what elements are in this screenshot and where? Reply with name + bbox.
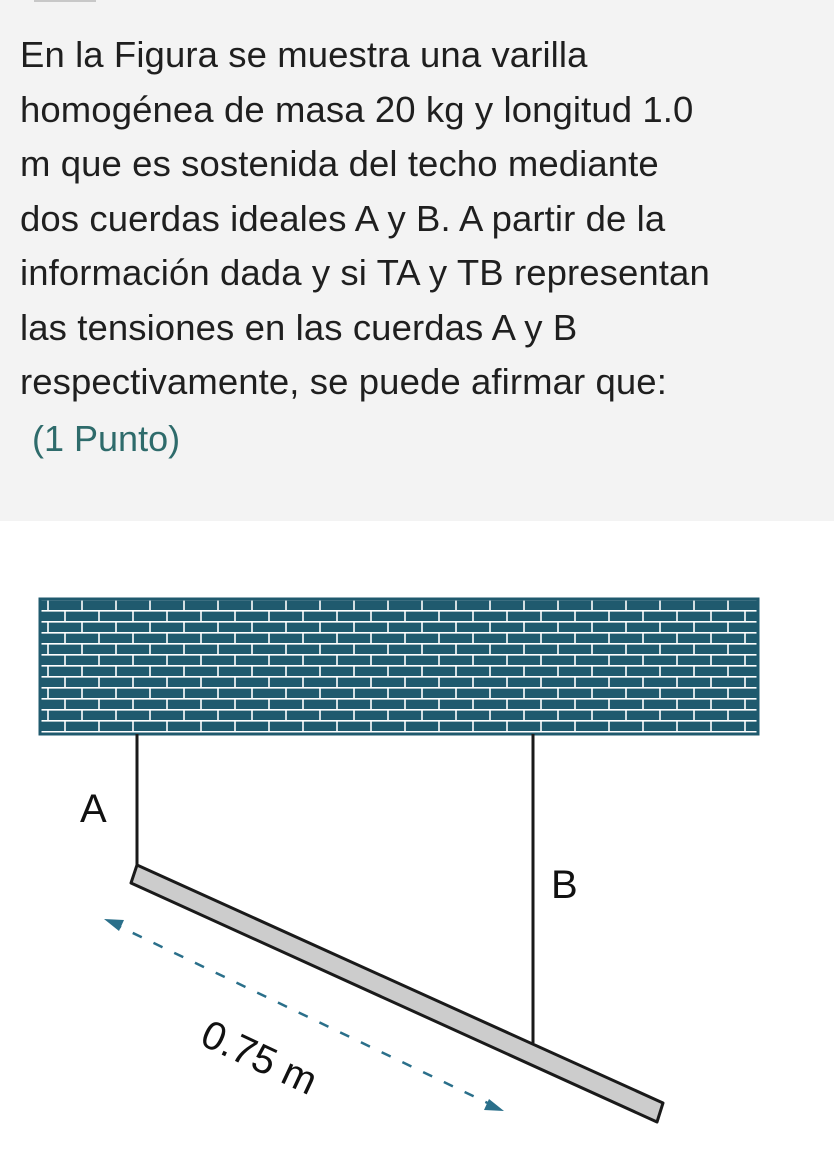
question-line: m que es sostenida del techo mediante [20, 143, 659, 184]
rope-b-label: B [551, 863, 578, 907]
points-label: (1 Punto) [32, 418, 181, 459]
rod [131, 865, 663, 1122]
question-line: las tensiones en las cuerdas A y B [20, 306, 578, 348]
ceiling-block [40, 599, 758, 734]
figure-drawing [0, 521, 834, 1161]
top-divider [34, 0, 96, 2]
question-line: En la Figura se muestra una varilla [20, 34, 588, 75]
rod-figure [0, 521, 834, 1161]
arrowhead-left-icon [104, 919, 124, 931]
question-line: respectivamente, se puede afirmar que: [20, 361, 667, 402]
arrowhead-right-icon [484, 1099, 504, 1111]
question-line: homogénea de masa 20 kg y longitud 1.0 [20, 88, 694, 130]
rope-a-label: A [80, 787, 107, 831]
question-line: dos cuerdas ideales A y B. A partir de la [20, 197, 666, 239]
question-line: información dada y si TA y TB representan [20, 252, 710, 293]
distance-label: 0.75 m [194, 1012, 324, 1104]
question-panel [0, 0, 834, 521]
question-text [20, 28, 820, 410]
